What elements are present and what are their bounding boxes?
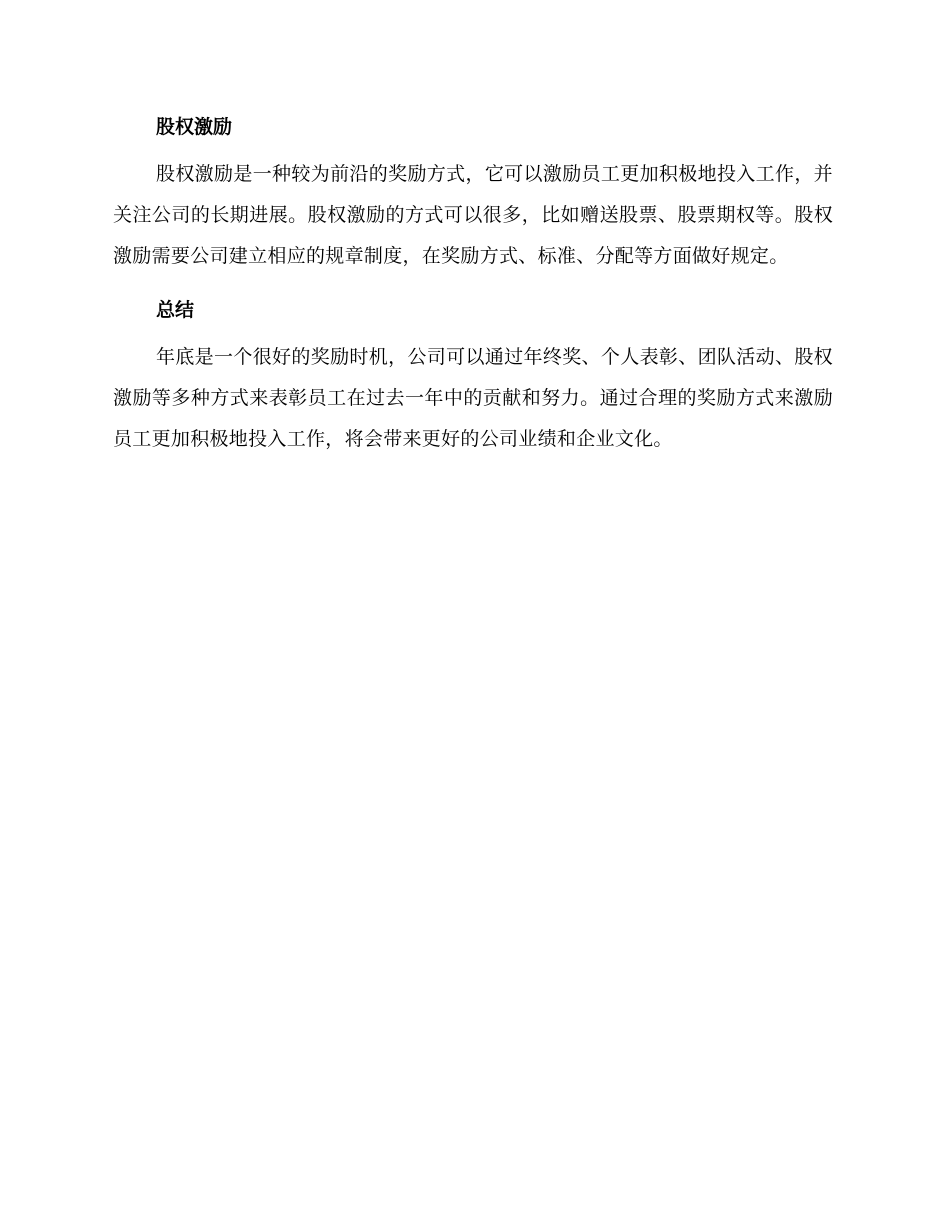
section-body-summary: 年底是一个很好的奖励时机，公司可以通过年终奖、个人表彰、团队活动、股权激励等多种方式来表彰员工在过去一年中的贡献和努力。通过合理的奖励方式来激励员工更加积极地投入工作，将会带来更好的公司业绩和企业文化。 bbox=[113, 346, 833, 450]
document-content bbox=[113, 109, 833, 460]
section-body-equity-incentive: 股权激励是一种较为前沿的奖励方式，它可以激励员工更加积极地投入工作，并关注公司的长期进展。股权激励的方式可以很多，比如赠送股票、股票期权等。股权激励需要公司建立相应的规章制度，在奖励方式、标准、分配等方面做好规定。 bbox=[113, 163, 833, 267]
section-heading-summary: 总结 bbox=[156, 299, 195, 321]
section-heading-equity-incentive: 股权激励 bbox=[156, 116, 233, 138]
